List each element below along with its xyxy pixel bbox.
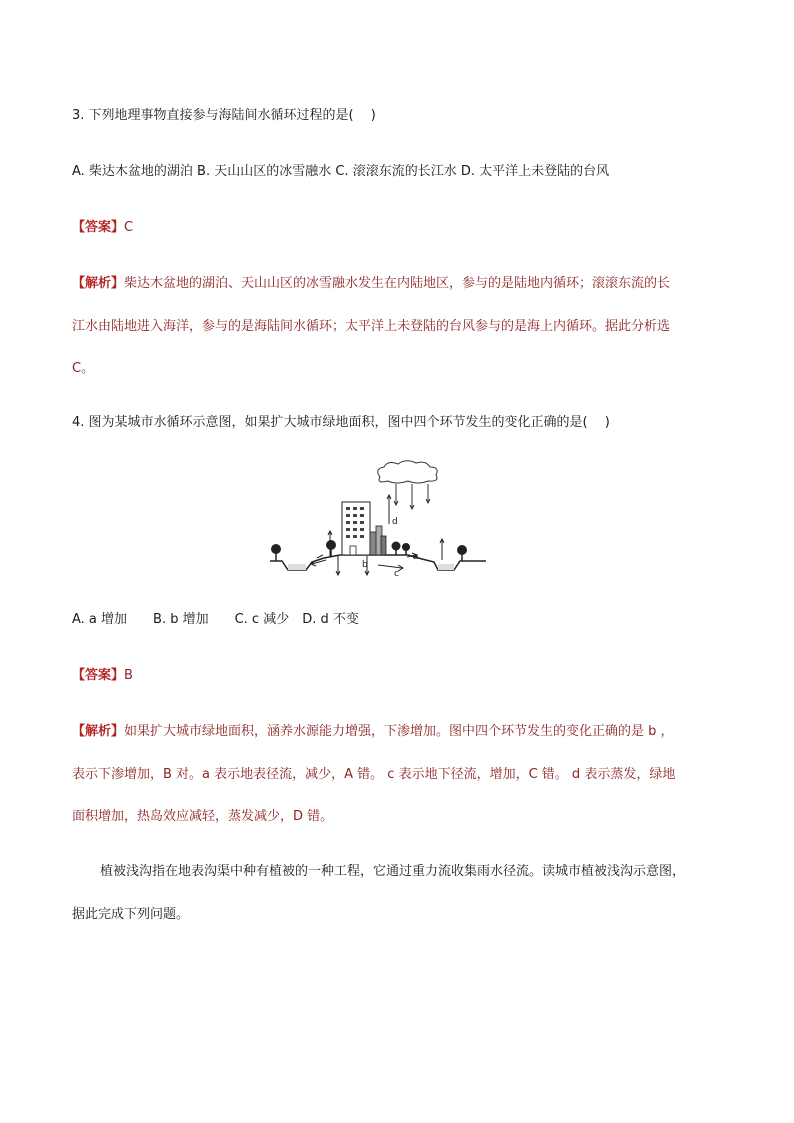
question-3-options: A. 柴达木盆地的湖泊 B. 天山山区的冰雪融水 C. 滚滚东流的长江水 D. 太平洋上未登陆的台风 <box>72 164 610 179</box>
answer-tag: 【答案】 <box>72 220 125 235</box>
question-4-options: A. a 增加 B. b 增加 C. c 减少 D. d 不变 <box>72 612 359 627</box>
ground-profile <box>270 555 486 570</box>
question-3-analysis-line-1: 【解析】柴达木盆地的湖泊、天山山区的冰雪融水发生在内陆地区，参与的是陆地内循环；滚滚东流的长 <box>72 276 671 291</box>
cloud <box>378 461 437 483</box>
label-b: b <box>362 560 368 570</box>
analysis-tag: 【解析】 <box>72 276 125 291</box>
city-buildings <box>342 502 386 555</box>
question-4-analysis-line-1: 【解析】如果扩大城市绿地面积，涵养水源能力增强，下渗增加。图中四个环节发生的变化正确的是 b ， <box>72 724 674 739</box>
rain-arrows <box>394 484 430 509</box>
question-3-answer <box>72 219 732 237</box>
question-4-analysis-line-3: 面积增加，热岛效应减轻，蒸发减少，D 错。 <box>72 809 334 824</box>
answer-value: B <box>124 668 133 683</box>
analysis-tag: 【解析】 <box>72 724 125 739</box>
intro-line-2: 据此完成下列问题。 <box>72 907 190 922</box>
question-3-analysis-line-2: 江水由陆地进入海洋，参与的是海陆间水循环；太平洋上未登陆的台风参与的是海上内循环。据此分析选 <box>72 319 671 334</box>
question-4: 4. 图为某城市水循环示意图，如果扩大城市绿地面积，图中四个环节发生的变化正确的是( ) <box>72 415 610 430</box>
question-3-analysis-line-3: C。 <box>72 361 95 376</box>
label-d: d <box>392 517 398 527</box>
answer-value: C <box>124 220 134 235</box>
question-3: 3. 下列地理事物直接参与海陆间水循环过程的是( ) <box>72 108 376 123</box>
question-4-answer <box>72 667 732 685</box>
label-a: a <box>413 552 419 562</box>
intro-line-1: 植被浅沟指在地表沟渠中种有植被的一种工程，它通过重力流收集雨水径流。读城市植被浅沟示意图， <box>100 864 686 879</box>
answer-tag: 【答案】 <box>72 668 125 683</box>
urban-water-cycle-figure <box>268 456 488 582</box>
question-4-analysis-line-2: 表示下渗增加，B 对。a 表示地表径流，减少，A 错。 c 表示地下径流，增加，C 错。 d 表示蒸发，绿地 <box>72 767 676 782</box>
label-c: c <box>394 569 399 579</box>
